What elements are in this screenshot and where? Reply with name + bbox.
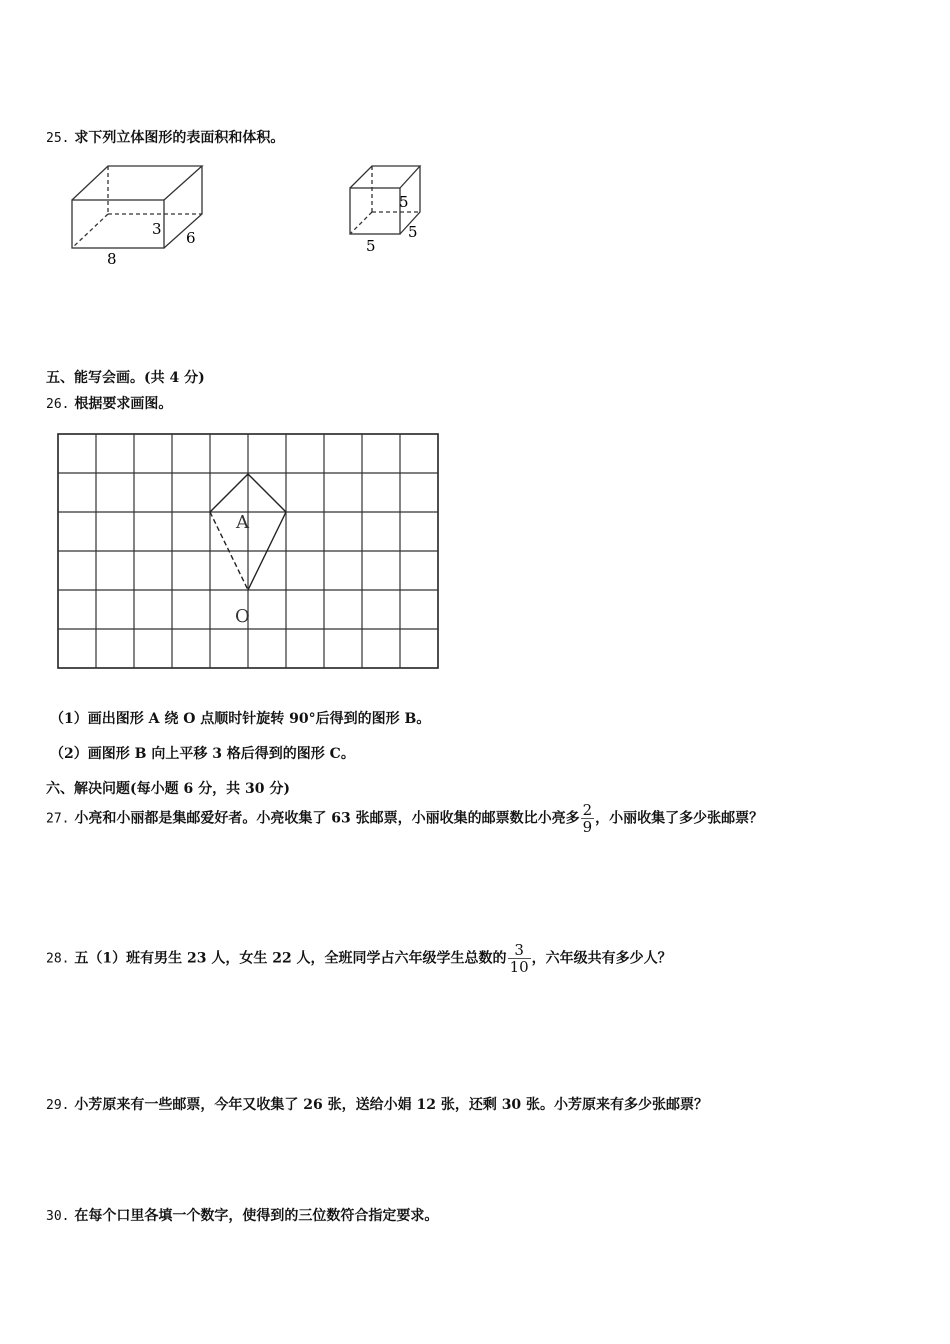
cube-figure bbox=[340, 160, 450, 260]
question-text-before: 五（1）班有男生 23 人，女生 22 人，全班同学占六年级学生总数的 bbox=[74, 950, 507, 967]
shape-a-label: A bbox=[236, 512, 249, 533]
cube-length-label: 5 bbox=[366, 237, 376, 255]
question-number: 25. bbox=[46, 131, 70, 146]
cuboid-width-label: 6 bbox=[186, 229, 196, 247]
question-26-sub-1: （1）画出图形 A 绕 O 点顺时针旋转 90°后得到的图形 B。 bbox=[50, 711, 431, 727]
fraction-three-tenths bbox=[508, 942, 531, 975]
question-number: 26. bbox=[46, 397, 70, 412]
cuboid-height-label: 3 bbox=[152, 220, 162, 238]
question-text: 在每个口里各填一个数字，使得到的三位数符合指定要求。 bbox=[74, 1208, 439, 1224]
question-30 bbox=[46, 1206, 438, 1227]
question-26-sub-2: （2）画图形 B 向上平移 3 格后得到的图形 C。 bbox=[50, 746, 355, 762]
question-text: 根据要求画图。 bbox=[74, 396, 173, 412]
question-25 bbox=[46, 128, 284, 149]
cube-width-label: 5 bbox=[408, 223, 418, 241]
section-5-title: 五、能写会画。(共 4 分) bbox=[46, 370, 205, 386]
question-text-after: ，六年级共有多少人？ bbox=[531, 950, 672, 967]
fraction-denominator: 10 bbox=[509, 958, 529, 976]
question-29 bbox=[46, 1095, 708, 1116]
point-o-label: O bbox=[235, 606, 250, 627]
cube-height-label: 5 bbox=[399, 193, 409, 211]
question-number: 30. bbox=[46, 1209, 70, 1224]
question-text-before: 小亮和小丽都是集邮爱好者。小亮收集了 63 张邮票，小丽收集的邮票数比小亮多 bbox=[74, 810, 580, 827]
question-number: 29. bbox=[46, 1098, 70, 1113]
fraction-denominator: 9 bbox=[582, 818, 593, 836]
fraction-numerator: 2 bbox=[582, 801, 593, 819]
question-28 bbox=[46, 942, 672, 975]
question-text-after: ，小丽收集了多少张邮票？ bbox=[595, 810, 764, 827]
question-26 bbox=[46, 394, 172, 415]
question-number: 28. bbox=[46, 951, 70, 967]
cuboid-figure bbox=[60, 158, 280, 268]
section-6-title: 六、解决问题(每小题 6 分，共 30 分) bbox=[46, 781, 290, 797]
question-27 bbox=[46, 802, 763, 835]
cuboid-length-label: 8 bbox=[107, 250, 117, 268]
question-number: 27. bbox=[46, 811, 70, 827]
grid-figure bbox=[52, 424, 452, 674]
question-text: 求下列立体图形的表面积和体积。 bbox=[74, 130, 285, 146]
fraction-numerator: 3 bbox=[514, 941, 524, 959]
question-text: 小芳原来有一些邮票，今年又收集了 26 张，送给小娟 12 张，还剩 30 张。小芳原来有多少张邮票？ bbox=[74, 1097, 709, 1113]
fraction-two-ninths bbox=[581, 802, 595, 835]
